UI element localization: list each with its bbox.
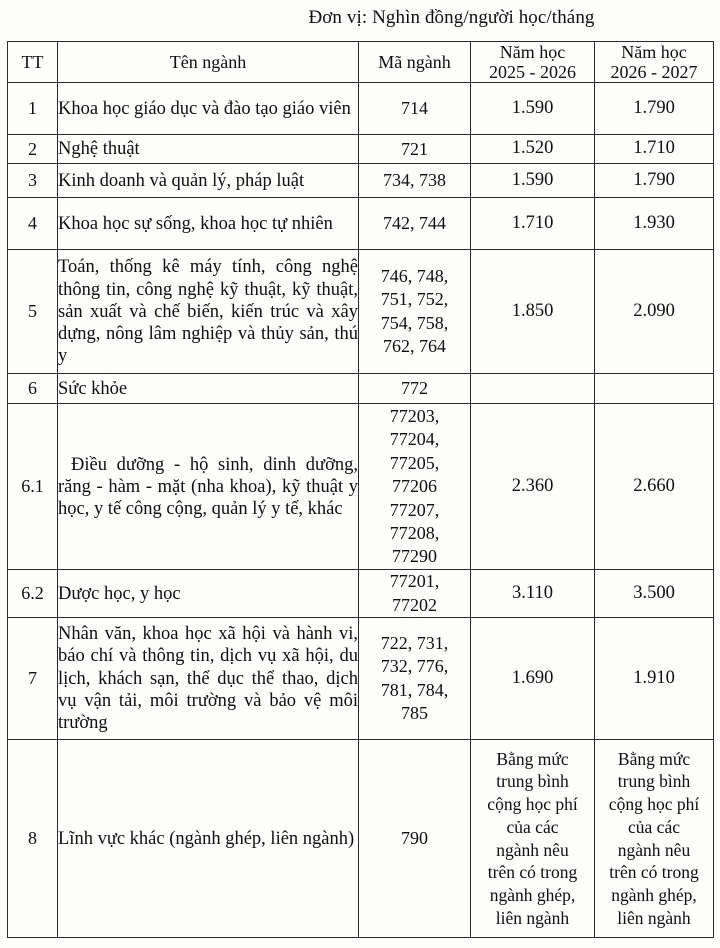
table-row [8, 740, 714, 938]
row-field-code: 772 [359, 374, 471, 404]
code-line: 77205, [389, 452, 440, 473]
row-fee-2025-2026: 1.520 [471, 135, 595, 164]
table-row [8, 164, 714, 198]
row-index: 3 [8, 164, 58, 198]
header-year-2025-2026 [471, 42, 595, 83]
row-fee-2025-2026: 1.590 [471, 164, 595, 198]
code-line: 746, 748, [380, 266, 449, 287]
code-line: 785 [401, 702, 428, 723]
row-index: 5 [8, 250, 58, 374]
row-index: 6.2 [8, 570, 58, 618]
fee-line: Bằng mức [617, 748, 691, 769]
row-fee-2025-2026: 2.360 [471, 404, 595, 570]
table-row [8, 83, 714, 135]
table-row [8, 198, 714, 250]
header-code: Mã ngành [359, 42, 471, 83]
fee-line: ngành ghép, [611, 885, 697, 906]
row-index: 6 [8, 374, 58, 404]
fee-line: cộng học phí [487, 794, 578, 815]
row-fee-2026-2027: 1.790 [595, 164, 714, 198]
row-fee-2025-2026: 3.110 [471, 570, 595, 618]
code-line: 754, 758, [380, 312, 449, 333]
row-fee-2025-2026: 1.850 [471, 250, 595, 374]
row-field-name: Toán, thống kê máy tính, công nghệ thông tin, công nghệ kỹ thuật, kỹ thuật, sản xuất và chế biến, kiến trúc và xây dựng, nông lâm nghiệp và thủy sản, thú y [58, 250, 359, 374]
row-field-name: Khoa học sự sống, khoa học tự nhiên [58, 198, 359, 250]
row-index: 7 [8, 618, 58, 740]
code-line: 77201, [389, 571, 440, 592]
row-fee-2026-2027 [595, 374, 714, 404]
header-name: Tên ngành [58, 42, 359, 83]
code-line: 77290 [392, 546, 437, 567]
row-field-name: Dược học, y học [58, 570, 359, 618]
row-index: 1 [8, 83, 58, 135]
row-field-code: 734, 738 [359, 164, 471, 198]
header-row [8, 42, 714, 83]
fee-line: liên ngành [617, 907, 691, 928]
code-line: 732, 776, [380, 656, 449, 677]
code-line: 77208, [389, 522, 440, 543]
row-field-code: 714 [359, 83, 471, 135]
row-fee-2026-2027: 2.090 [595, 250, 714, 374]
fee-line: ngành nêu [617, 839, 691, 860]
code-line: 77202 [392, 594, 437, 615]
row-field-code [359, 250, 471, 374]
code-line: 722, 731, [380, 632, 449, 653]
row-field-code [359, 618, 471, 740]
code-line: 751, 752, [380, 289, 449, 310]
row-fee-2026-2027: 2.660 [595, 404, 714, 570]
header-year-2026-2027 [595, 42, 714, 83]
fee-line: của các [506, 816, 559, 837]
table-body [8, 83, 714, 938]
row-fee-2026-2027: 1.930 [595, 198, 714, 250]
header-year2-line1: Năm học [621, 42, 687, 62]
fee-line: liên ngành [495, 907, 570, 928]
fee-line: trung bình [496, 771, 569, 792]
row-field-code: 721 [359, 135, 471, 164]
row-field-code [359, 404, 471, 570]
row-fee-2025-2026: 1.590 [471, 83, 595, 135]
row-fee-2025-2026: 1.690 [471, 618, 595, 740]
row-fee-2025-2026: 1.710 [471, 198, 595, 250]
header-tt: TT [8, 42, 58, 83]
row-field-code: 742, 744 [359, 198, 471, 250]
header-year2-line2: 2026 - 2027 [610, 62, 698, 83]
code-line: 77203, [389, 405, 440, 426]
row-fee-2026-2027 [595, 740, 714, 938]
header-year1-line2: 2025 - 2026 [489, 62, 576, 83]
row-field-name: Nhân văn, khoa học xã hội và hành vi, báo chí và thông tin, dịch vụ xã hội, du lịch, khách sạn, thể dục thể thao, dịch vụ vận tải, môi trường và bảo vệ môi trường [58, 618, 359, 740]
table-row [8, 618, 714, 740]
row-field-name: Sức khỏe [58, 374, 359, 404]
row-fee-2025-2026 [471, 374, 595, 404]
tuition-fee-table [7, 41, 714, 938]
fee-line: trên có trong [609, 862, 699, 883]
unit-note: Đơn vị: Nghìn đồng/người học/tháng [308, 7, 595, 28]
row-fee-2026-2027: 3.500 [595, 570, 714, 618]
row-index: 2 [8, 135, 58, 164]
row-fee-2026-2027: 1.710 [595, 135, 714, 164]
row-index: 6.1 [8, 404, 58, 570]
row-field-code [359, 570, 471, 618]
code-line: 77206 [392, 476, 437, 497]
code-line: 77207, [389, 499, 440, 520]
header-year1-line1: Năm học [499, 42, 566, 62]
fee-line: ngành nêu [496, 839, 569, 860]
row-fee-2026-2027: 1.790 [595, 83, 714, 135]
row-fee-2026-2027: 1.910 [595, 618, 714, 740]
row-field-name: Nghệ thuật [58, 135, 359, 164]
row-field-name: Lĩnh vực khác (ngành ghép, liên ngành) [58, 740, 359, 938]
code-line: 781, 784, [380, 679, 449, 700]
table-row [8, 374, 714, 404]
code-line: 762, 764 [383, 336, 446, 357]
fee-line: của các [628, 816, 680, 837]
row-field-name: Điều dưỡng - hộ sinh, dinh dưỡng, răng - hàm - mặt (nha khoa), kỹ thuật y học, y tế công cộng, quản lý y tế, khác [58, 404, 359, 570]
fee-line: cộng học phí [608, 794, 700, 815]
row-field-code: 790 [359, 740, 471, 938]
row-index: 4 [8, 198, 58, 250]
table-row [8, 570, 714, 618]
row-index: 8 [8, 740, 58, 938]
fee-line: trên có trong [487, 862, 578, 883]
row-fee-2025-2026 [471, 740, 595, 938]
fee-line: trung bình [617, 771, 691, 792]
table-row [8, 135, 714, 164]
code-line: 77204, [389, 429, 440, 450]
table-row [8, 250, 714, 374]
row-field-name: Khoa học giáo dục và đào tạo giáo viên [58, 83, 359, 135]
fee-line: Bằng mức [496, 748, 569, 769]
table-header [8, 42, 714, 83]
row-field-name: Kinh doanh và quản lý, pháp luật [58, 164, 359, 198]
fee-line: ngành ghép, [489, 885, 576, 906]
table-row [8, 404, 714, 570]
